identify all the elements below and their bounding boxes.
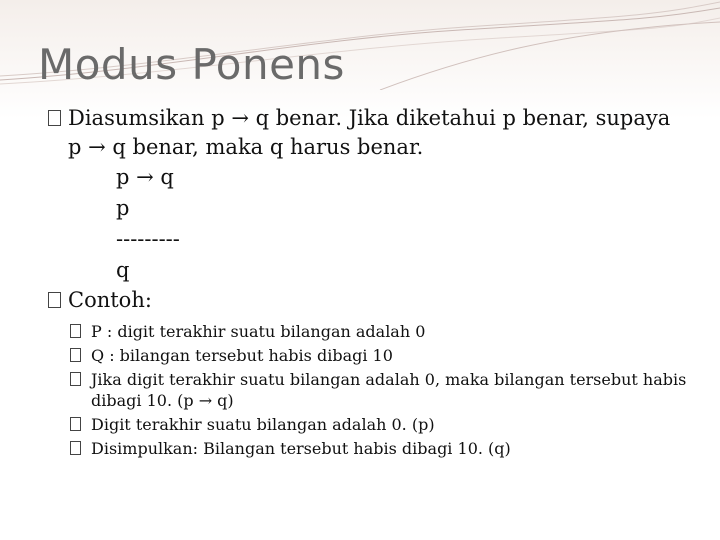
list-item xyxy=(70,438,688,459)
list-item-text: Digit terakhir suatu bilangan adalah 0. (p) xyxy=(91,415,435,434)
argument-divider: --------- xyxy=(116,227,180,251)
example-heading xyxy=(48,286,688,315)
list-item-text: P : digit terakhir suatu bilangan adalah 0 xyxy=(91,322,426,341)
list-item-text: Disimpulkan: Bilangan tersebut habis dibagi 10. (q) xyxy=(91,439,511,458)
bullet-icon xyxy=(70,441,81,455)
premise-implication: p → q xyxy=(116,165,174,189)
intro-text: Diasumsikan p → q benar. Jika diketahui p benar, supaya p → q benar, maka q harus benar. xyxy=(68,106,671,159)
list-item xyxy=(70,321,688,342)
conclusion-q: q xyxy=(116,258,130,282)
example-list xyxy=(70,321,688,459)
intro-paragraph xyxy=(48,104,688,162)
bullet-icon xyxy=(70,324,81,338)
list-item xyxy=(70,414,688,435)
example-heading-text: Contoh: xyxy=(68,288,152,312)
list-item xyxy=(70,345,688,366)
list-item xyxy=(70,369,688,411)
bullet-icon xyxy=(70,417,81,431)
bullet-icon xyxy=(48,292,61,308)
slide-title: Modus Ponens xyxy=(38,40,345,89)
list-item-text: Q : bilangan tersebut habis dibagi 10 xyxy=(91,346,393,365)
list-item-text: Jika digit terakhir suatu bilangan adalah 0, maka bilangan tersebut habis dibagi 10. (p → q) xyxy=(91,370,687,410)
modus-ponens-argument xyxy=(116,162,688,286)
bullet-icon xyxy=(70,372,81,386)
slide-body xyxy=(48,104,688,462)
premise-p: p xyxy=(116,196,130,220)
bullet-icon xyxy=(70,348,81,362)
bullet-icon xyxy=(48,110,61,126)
